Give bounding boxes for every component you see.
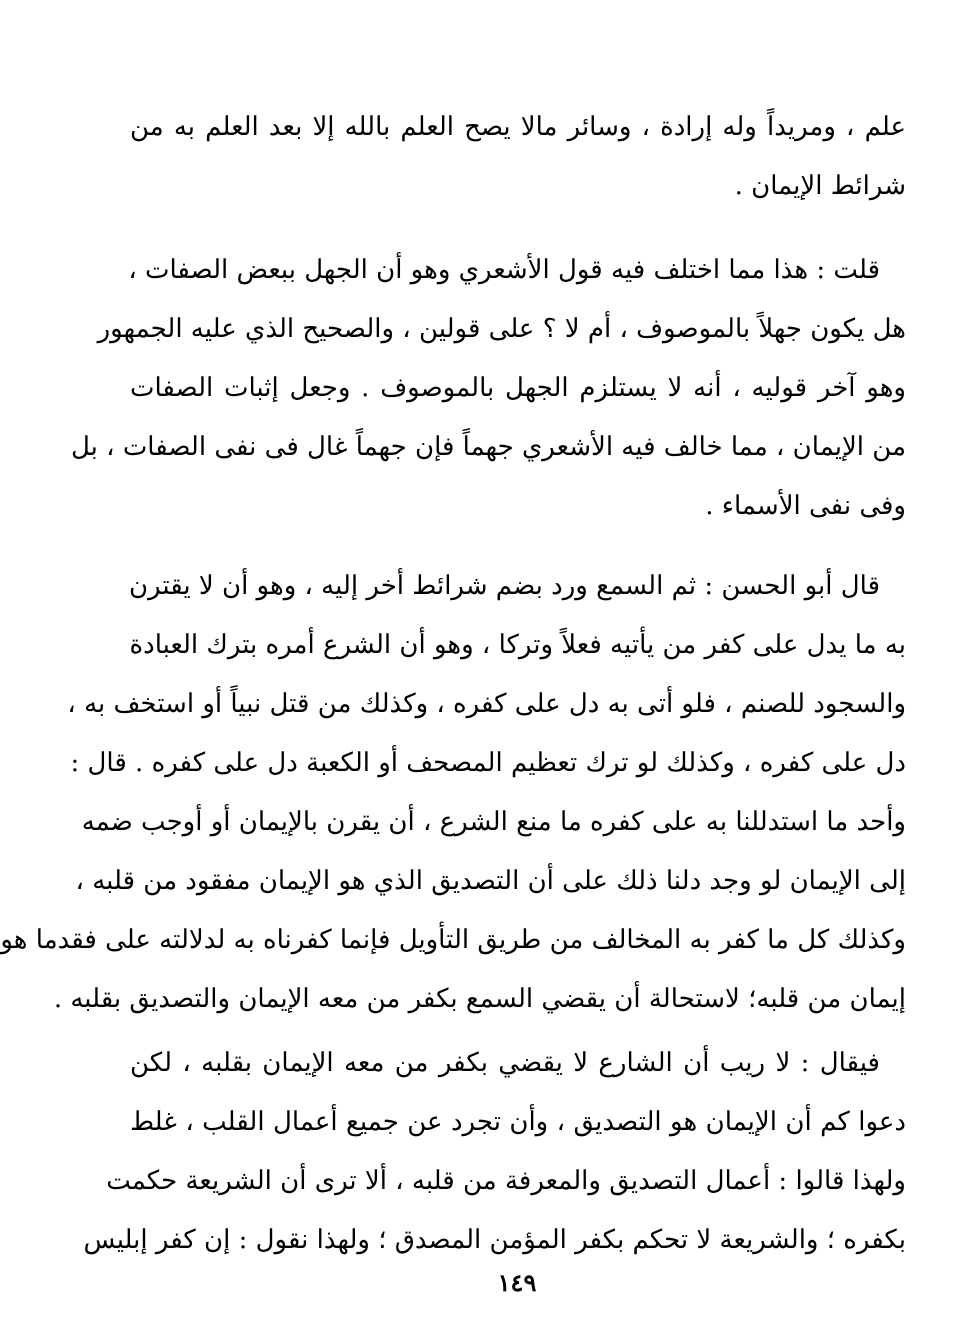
text-line: وأحد ما استدللنا به على كفره ما منع الشرع ، أن يقرن بالإيمان أو أوجب ضمه bbox=[81, 807, 906, 837]
text-line: علم ، ومريداً وله إرادة ، وسائر مالا يصح العلم بالله إلا بعد العلم به من bbox=[130, 112, 906, 142]
text-line: قلت : هذا مما اختلف فيه قول الأشعري وهو أن الجهل ببعض الصفات ، bbox=[128, 255, 880, 285]
paragraph-2 bbox=[70, 241, 906, 536]
page-body-text bbox=[0, 98, 906, 1270]
text-line: وهو آخر قوليه ، أنه لا يستلزم الجهل بالموصوف . وجعل إثبات الصفات bbox=[130, 373, 906, 403]
text-line: هل يكون جهلاً بالموصوف ، أم لا ؟ على قولين ، والصحيح الذي عليه الجمهور bbox=[97, 314, 906, 344]
text-line: ولهذا قالوا : أعمال التصديق والمعرفة من قلبه ، ألا ترى أن الشريعة حكمت bbox=[106, 1166, 906, 1196]
text-line: دل على كفره ، وكذلك لو ترك تعظيم المصحف أو الكعبة دل على كفره . قال : bbox=[70, 748, 906, 778]
text-line: دعوا كم أن الإيمان هو التصديق ، وأن تجرد عن جميع أعمال القلب ، غلط bbox=[130, 1107, 906, 1137]
paragraph-gap bbox=[130, 216, 906, 241]
text-line: فيقال : لا ريب أن الشارع لا يقضي بكفر من معه الإيمان بقلبه ، لكن bbox=[130, 1048, 880, 1078]
text-line: والسجود للصنم ، فلو أتى به دل على كفره ، وكذلك من قتل نبياً أو استخف به ، bbox=[67, 689, 906, 719]
text-line: به ما يدل على كفر من يأتيه فعلاً وتركا ، وهو أن الشرع أمره بترك العبادة bbox=[129, 630, 906, 660]
paragraph-1 bbox=[130, 98, 906, 216]
paragraph-3 bbox=[0, 557, 906, 1029]
paragraph-4 bbox=[83, 1034, 906, 1270]
text-line: شرائط الإيمان . bbox=[734, 171, 906, 201]
text-line: من الإيمان ، مما خالف فيه الأشعري جهماً فإن جهماً غال فى نفى الصفات ، بل bbox=[70, 432, 906, 462]
text-line: وفى نفى الأسماء . bbox=[705, 491, 906, 521]
text-line: وكذلك كل ما كفر به المخالف من طريق التأويل فإنما كفرناه به لدلالته على فقدما هو bbox=[0, 925, 906, 955]
text-line: بكفره ؛ والشريعة لا تحكم بكفر المؤمن المصدق ؛ ولهذا نقول : إن كفر إبليس bbox=[83, 1225, 906, 1255]
page-number: ١٤٩ bbox=[497, 1268, 537, 1297]
text-line: قال أبو الحسن : ثم السمع ورد بضم شرائط أخر إليه ، وهو أن لا يقترن bbox=[128, 571, 880, 601]
text-line: إيمان من قلبه؛ لاستحالة أن يقضي السمع بكفر من معه الإيمان والتصديق بقلبه . bbox=[53, 984, 906, 1014]
text-line: إلى الإيمان لو وجد دلنا ذلك على أن التصديق الذي هو الإيمان مفقود من قلبه ، bbox=[75, 866, 906, 896]
paragraph-gap bbox=[130, 536, 906, 557]
